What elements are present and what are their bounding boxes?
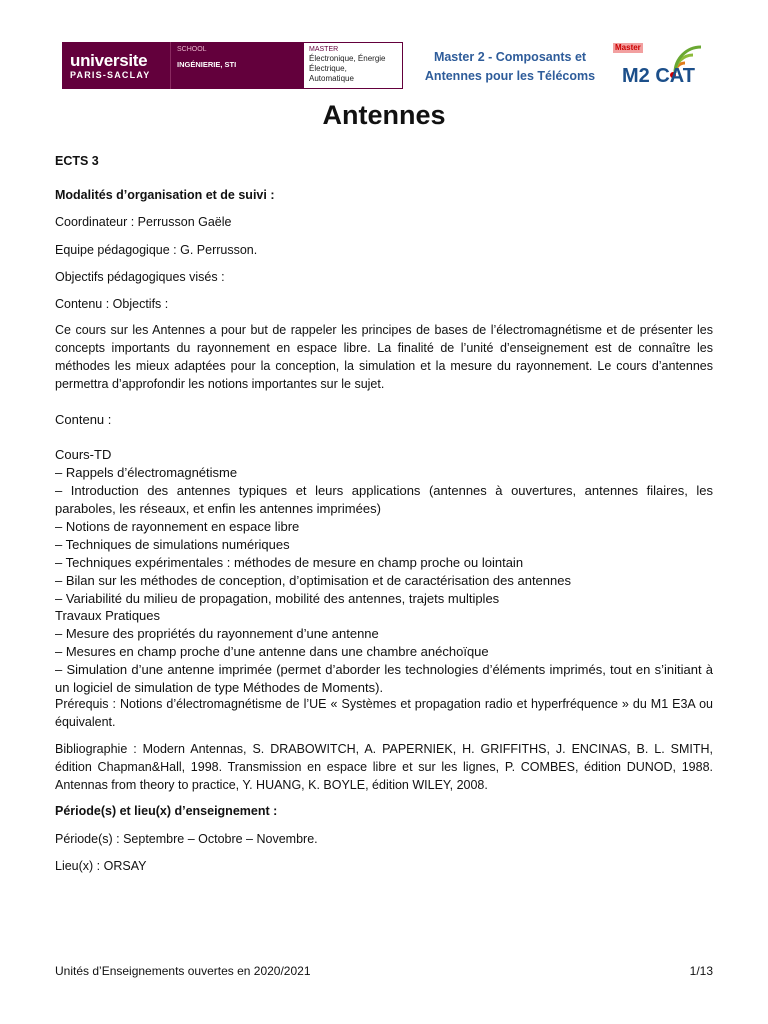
master-value: Électronique, Énergie Électrique, Automatique [309, 54, 386, 83]
master-block [303, 42, 403, 89]
program-line1: Master 2 - Composants et [433, 50, 587, 64]
list-item: – Introduction des antennes typiques et leurs applications (antennes à ouvertures, antennes filaires, les paraboles, les réseaux, et enfin les antennes imprimées) [55, 483, 713, 516]
school-value: INGÉNIERIE, STI [177, 60, 237, 69]
list-item: – Notions de rayonnement en espace libre [55, 519, 300, 534]
intro-paragraph: Ce cours sur les Antennes a pour but de rappeler les principes de bases de l’électromagnétisme et de présenter les concepts importants du rayonnement en espace libre. La finalité de l’unité d’enseignement est de connaître les méthodes les mieux adaptées pour la conception, la simulation et la mesure du rayonnement. Le cours d’antennes permettra d’approfondir les notions importantes sur le sujet. [55, 323, 713, 391]
page-title: Antennes [322, 100, 446, 130]
tp-heading: Travaux Pratiques [55, 608, 161, 623]
list-item: – Techniques expérimentales : méthodes de mesure en champ proche ou lointain [55, 555, 524, 570]
m2cat-text: M2 CAT [622, 65, 695, 87]
list-item: – Techniques de simulations numériques [55, 537, 290, 552]
periode-heading: Période(s) et lieu(x) d’enseignement : [55, 804, 278, 818]
list-item: – Mesure des propriétés du rayonnement d’une antenne [55, 626, 379, 641]
ects: ECTS 3 [55, 154, 99, 168]
periode: Période(s) : Septembre – Octobre – Novembre. [55, 832, 318, 846]
school-label: SCHOOL [177, 46, 207, 53]
list-item: – Rappels d’électromagnétisme [55, 465, 238, 480]
footer-text: Unités d’Enseignements ouvertes en 2020/2021 [55, 964, 311, 978]
prerequis: Prérequis : Notions d’électromagnétisme de l’UE « Systèmes et propagation radio et hyperfréquence » du M1 E3A ou équivalent. [55, 697, 713, 729]
bibliographie: Bibliographie : Modern Antennas, S. DRABOWITCH, A. PAPERNIEK, H. GRIFFITHS, J. ENCINAS, B. L. SMITH, édition Chapman&Hall, 1998. Transmission en espace libre et sur les lignes, P. COMBES, édition DUNOD, 1988. Antennas from theory to practice, Y. HUANG, K. BOYLE, édition WILEY, 2008. [55, 742, 713, 792]
list-item: – Simulation d’une antenne imprimée (permet d’aborder les technologies d’éléments imprimés, tout en s’initiant à un logiciel de simulation de type Méthodes de Moments). [55, 662, 713, 695]
objectifs-vises: Objectifs pédagogiques visés : [55, 270, 225, 284]
contenu-objectifs: Contenu : Objectifs : [55, 297, 169, 311]
program-line2: Antennes pour les Télécoms [424, 69, 596, 83]
paris-saclay-logo [62, 42, 170, 89]
university-logo-bar [62, 42, 403, 89]
list-item: – Variabilité du milieu de propagation, mobilité des antennes, trajets multiples [55, 591, 500, 606]
master-label: MASTER [309, 46, 339, 53]
school-block [170, 42, 303, 89]
modalites-heading: Modalités d’organisation et de suivi : [55, 188, 275, 202]
program-title [410, 48, 610, 86]
page-number: 1/13 [689, 964, 713, 978]
coordinateur: Coordinateur : Perrusson Gaële [55, 215, 232, 229]
logo-univ-line1: universite [70, 50, 148, 70]
m2cat-logo [613, 43, 707, 93]
list-item: – Bilan sur les méthodes de conception, d’optimisation et de caractérisation des antennes [55, 573, 571, 588]
equipe: Equipe pédagogique : G. Perrusson. [55, 243, 258, 257]
logo-univ-line2: PARIS-SACLAY [70, 69, 151, 80]
contenu-heading: Contenu : [55, 412, 112, 427]
cours-td-heading: Cours-TD [55, 447, 112, 462]
list-item: – Mesures en champ proche d’une antenne dans une chambre anéchoïque [55, 644, 489, 659]
lieu: Lieu(x) : ORSAY [55, 859, 147, 873]
m2cat-tag: Master [615, 43, 641, 52]
